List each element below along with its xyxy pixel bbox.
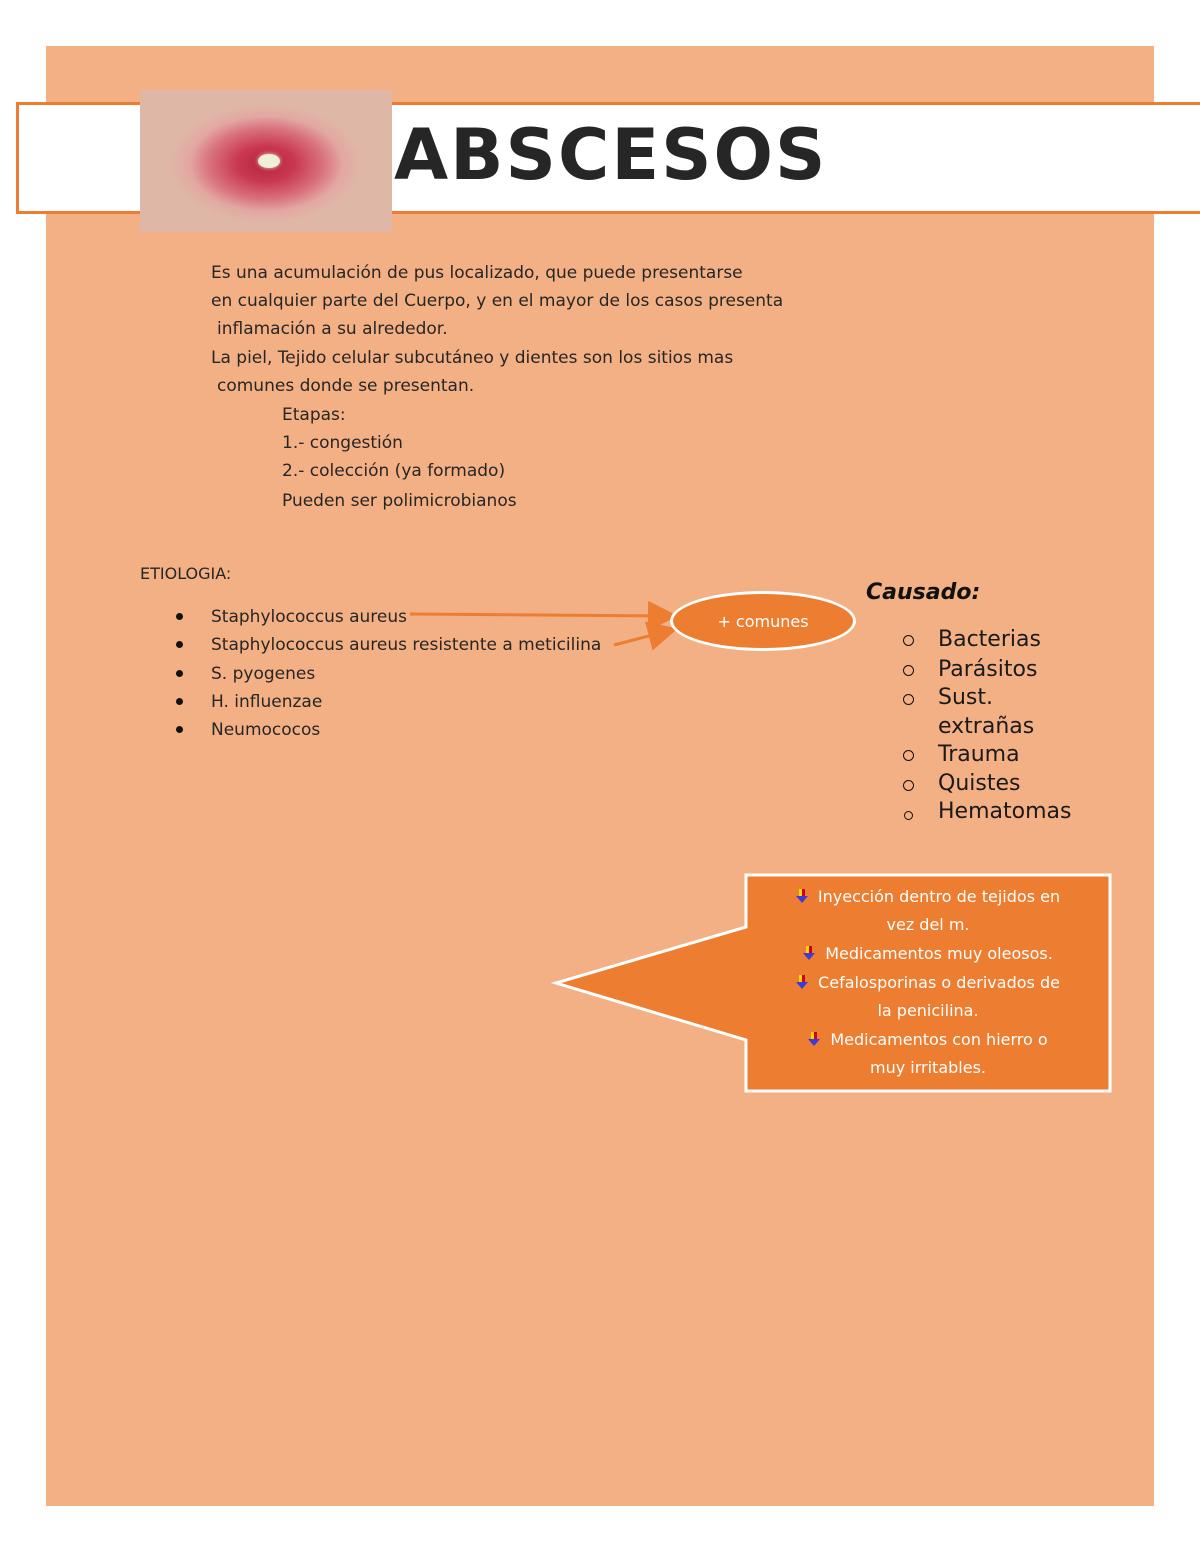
callout-item-continuation: la penicilina. [877, 1001, 979, 1020]
down-arrow-icon [808, 1032, 820, 1046]
cause-item: Sust. [938, 685, 993, 710]
etiologia-heading: ETIOLOGIA: [140, 564, 232, 583]
polymicrobial-note: Pueden ser polimicrobianos [282, 491, 517, 511]
intro-line: en cualquier parte del Cuerpo, y en el mayor de los casos presenta [211, 291, 784, 311]
comunes-label: + comunes [717, 611, 809, 631]
cause-item: Quistes [938, 771, 1021, 796]
intro-line: comunes donde se presentan. [217, 376, 475, 396]
callout-item: Medicamentos muy oleosos. [748, 940, 1108, 968]
callout-item: Medicamentos con hierro o [748, 1026, 1108, 1054]
stages-label: Etapas: [282, 405, 346, 425]
intro-line: inflamación a su alrededor. [217, 319, 448, 339]
intro-line: Es una acumulación de pus localizado, que puede presentarse [211, 263, 743, 283]
etiologia-item: H. influenzae [211, 692, 323, 712]
down-arrow-icon [796, 889, 808, 903]
cause-item: Hematomas [938, 799, 1072, 824]
etiologia-item: Staphylococcus aureus [211, 607, 407, 627]
stage-item: 2.- colección (ya formado) [282, 461, 506, 481]
causado-heading: Causado: [866, 580, 981, 605]
intro-line: La piel, Tejido celular subcutáneo y dientes son los sitios mas [211, 348, 734, 368]
callout-item-continuation: vez del m. [886, 915, 970, 934]
cause-item: Parásitos [938, 657, 1038, 682]
etiologia-item: Staphylococcus aureus resistente a meticilina [211, 635, 602, 655]
etiologia-item: S. pyogenes [211, 664, 316, 684]
stage-item: 1.- congestión [282, 433, 403, 453]
cause-item: extrañas [938, 714, 1035, 739]
cause-item: Bacterias [938, 627, 1041, 652]
page-title: ABSCESOS [394, 114, 828, 196]
callout-item-continuation: muy irritables. [870, 1058, 986, 1077]
etiologia-item: Neumococos [211, 720, 321, 740]
down-arrow-icon [803, 946, 815, 960]
cause-item: Trauma [938, 742, 1020, 767]
down-arrow-icon [796, 975, 808, 989]
callout-item: Inyección dentro de tejidos en [748, 883, 1108, 911]
callout-item: Cefalosporinas o derivados de [748, 969, 1108, 997]
